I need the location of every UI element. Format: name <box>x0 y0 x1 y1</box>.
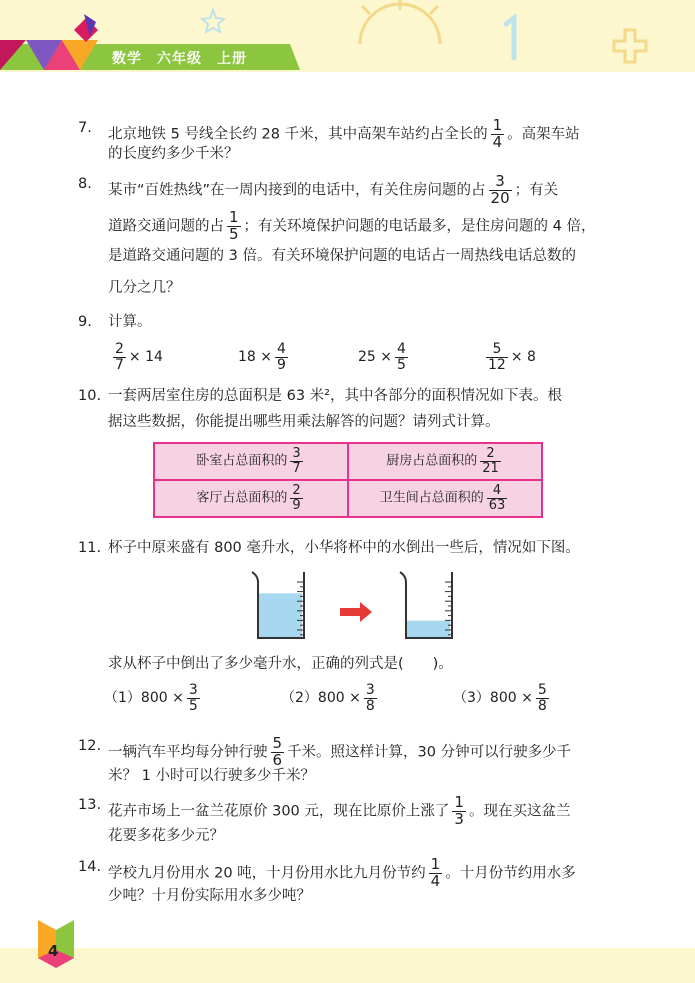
area-table <box>153 442 543 518</box>
sun-doodle-icon <box>340 0 460 44</box>
fraction: $\frac{1}{3}$ <box>454 793 464 828</box>
table-cell: 厨房占总面积的 $\frac{2}{21}$ <box>348 443 542 480</box>
book-title: 数学 六年级 上册 <box>112 51 247 67</box>
option-1: （1）800 × $\frac{3}{5}$ <box>104 682 198 714</box>
table-row <box>154 480 542 517</box>
fraction: $\frac{2}{7}$ <box>115 341 124 373</box>
calc-item-3: 25 × $\frac{4}{5}$ <box>358 341 406 373</box>
question-7-line-1: 北京地铁 5 号线全长约 28 千米，其中高架车站约占全长的 $\frac{1}{4}$ 。高架车站 <box>108 116 580 151</box>
beaker-before-water <box>258 593 302 638</box>
table-cell: 客厅占总面积的 $\frac{2}{9}$ <box>154 480 348 517</box>
question-9-title: 计算。 <box>108 314 152 330</box>
fraction: $\frac{4}{5}$ <box>397 341 406 373</box>
number-one-doodle-icon <box>500 14 524 62</box>
question-8-line-2: 道路交通问题的占 $\frac{1}{5}$ ；有关环境保护问题的电话最多，是住房问题的 4 倍， <box>108 208 596 243</box>
question-8-line-4: 几分之几？ <box>108 280 181 296</box>
question-14-line-1: 学校九月份用水 20 吨，十月份用水比九月份节约 $\frac{1}{4}$ 。十月份节约用水多 <box>108 855 576 890</box>
question-7-number: 7. <box>78 120 92 136</box>
table-row <box>154 443 542 480</box>
question-10-line-1: 一套两居室住房的总面积是 63 米²，其中各部分的面积情况如下表。根 <box>108 388 562 404</box>
question-12-line-2: 米？ 1 小时可以行驶多少千米？ <box>108 768 315 784</box>
page-header <box>0 0 695 72</box>
question-12-number: 12. <box>78 738 102 754</box>
fraction: $\frac{5}{8}$ <box>537 682 547 714</box>
beaker-after-water <box>406 621 450 638</box>
question-10-line-2: 据这些数据，你能提出哪些用乘法解答的问题？请列式计算。 <box>108 414 500 430</box>
fraction: $\frac{3}{20}$ <box>490 172 510 207</box>
question-12-line-1: 一辆汽车平均每分钟行驶 $\frac{5}{6}$ 千米。照这样计算，30 分钟可以行驶多少千 <box>108 734 572 769</box>
question-9-number: 9. <box>78 314 92 330</box>
fraction: $\frac{4}{63}$ <box>488 483 506 513</box>
table-cell: 卧室占总面积的 $\frac{3}{7}$ <box>154 443 348 480</box>
fraction: $\frac{2}{9}$ <box>292 483 301 513</box>
fraction: $\frac{3}{8}$ <box>365 682 375 714</box>
question-14-number: 14. <box>78 859 102 875</box>
page-number: 4 <box>48 942 59 960</box>
calc-item-2: 18 × $\frac{4}{9}$ <box>238 341 286 373</box>
star-doodle-icon <box>200 8 226 34</box>
question-11-line-1: 杯子中原来盛有 800 毫升水，小华将杯中的水倒出一些后，情况如下图。 <box>108 540 580 556</box>
question-13-line-1: 花卉市场上一盆兰花原价 300 元，现在比原价上涨了 $\frac{1}{3}$ 。现在买这盆兰 <box>108 793 571 828</box>
question-11-line-2: 求从杯子中倒出了多少毫升水，正确的列式是( )。 <box>108 656 453 672</box>
tangram-logo-icon <box>0 0 104 72</box>
option-2: （2）800 × $\frac{3}{8}$ <box>281 682 375 714</box>
question-10-number: 10. <box>78 388 102 404</box>
plus-doodle-icon <box>612 28 648 64</box>
table-cell: 卫生间占总面积的 $\frac{4}{63}$ <box>348 480 542 517</box>
fraction: $\frac{3}{5}$ <box>188 682 198 714</box>
fraction: $\frac{1}{4}$ <box>492 116 503 151</box>
calc-item-1: $\frac{2}{7}$ × 14 <box>115 341 163 373</box>
fraction: $\frac{5}{12}$ <box>488 341 506 373</box>
question-7-line-2: 的长度约多少千米？ <box>108 146 239 162</box>
question-8-number: 8. <box>78 176 92 192</box>
fraction: $\frac{1}{5}$ <box>229 208 239 243</box>
fraction: $\frac{2}{21}$ <box>482 446 499 476</box>
question-8-line-1: 某市“百姓热线”在一周内接到的电话中，有关住房问题的占 $\frac{3}{20}$ ；有关 <box>108 172 559 207</box>
fraction: $\frac{3}{7}$ <box>292 446 301 476</box>
fraction: $\frac{4}{9}$ <box>277 341 286 373</box>
arrow-right-icon <box>340 602 372 622</box>
calc-item-4: $\frac{5}{12}$ × 8 <box>488 341 536 373</box>
question-8-line-3: 是道路交通问题的 3 倍。有关环境保护问题的电话占一周热线电话总数的 <box>108 248 576 264</box>
fraction: $\frac{5}{6}$ <box>272 734 283 769</box>
question-13-number: 13. <box>78 797 102 813</box>
fraction: $\frac{1}{4}$ <box>430 855 441 890</box>
question-13-line-2: 花要多花多少元？ <box>108 828 224 844</box>
page-footer <box>0 948 695 983</box>
question-11-number: 11. <box>78 540 102 556</box>
option-3: （3）800 × $\frac{5}{8}$ <box>453 682 547 714</box>
question-14-line-2: 少吨？十月份实际用水多少吨？ <box>108 888 311 904</box>
beaker-figure <box>248 568 498 644</box>
